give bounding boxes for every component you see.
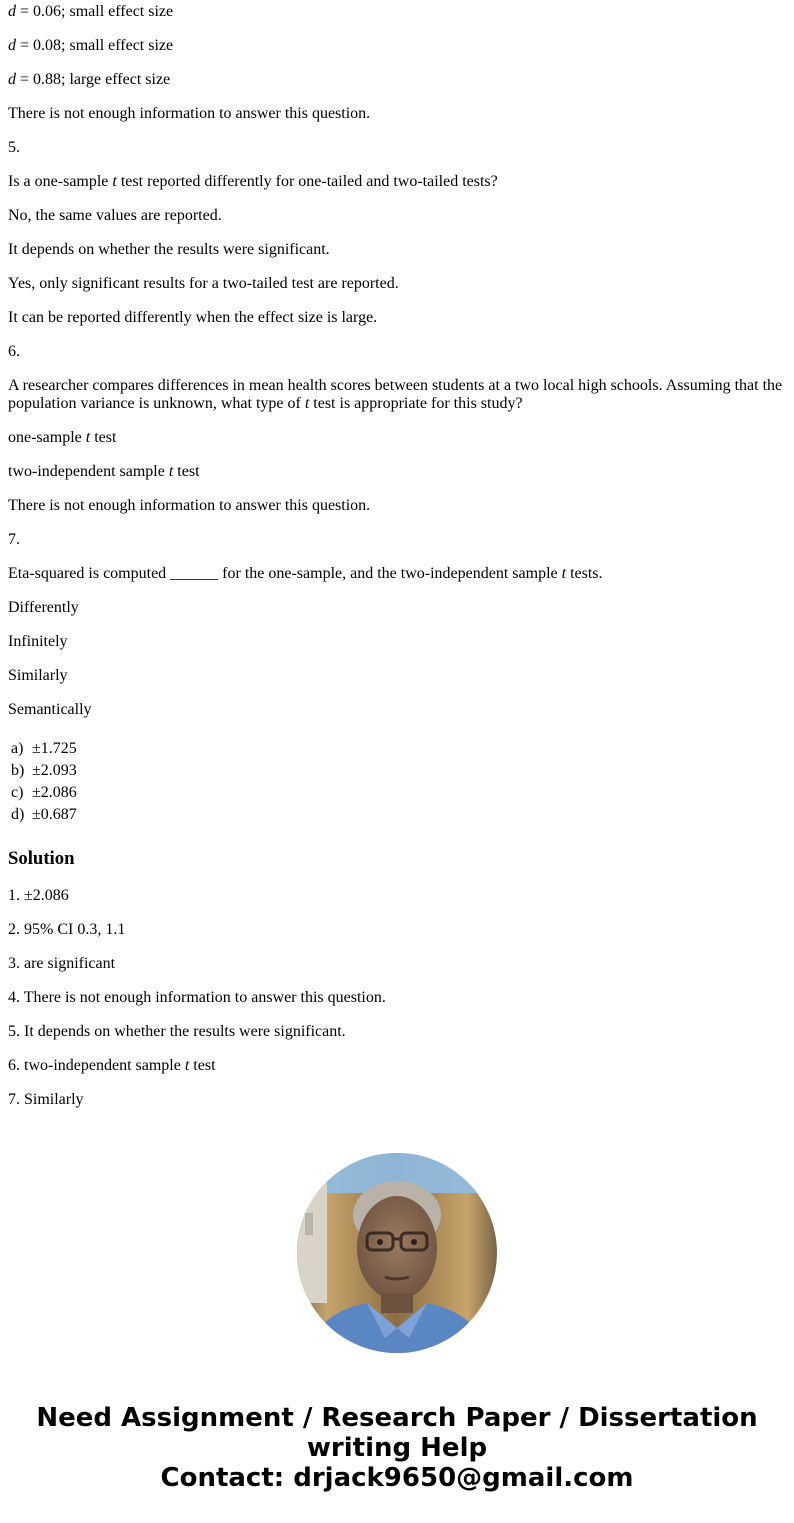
solution-heading: Solution	[8, 848, 75, 869]
author-avatar	[297, 1153, 497, 1353]
q6-number: 6.	[8, 343, 20, 360]
author-portrait-image	[297, 1153, 497, 1353]
q7-option-2: Infinitely	[8, 633, 68, 650]
q4-option-3: d = 0.88; large effect size	[8, 71, 171, 88]
q5-number: 5.	[8, 139, 20, 156]
solution-answer-4: 4. There is not enough information to answer this question.	[8, 989, 386, 1006]
solution-answer-1: 1. ±2.086	[8, 887, 69, 904]
lettered-option: c) ±2.086	[11, 784, 77, 801]
solution-answer-5: 5. It depends on whether the results were significant.	[8, 1023, 346, 1040]
q7-number: 7.	[8, 531, 20, 548]
q6-option-1: one-sample t test	[8, 429, 117, 446]
q4-option-1: d = 0.06; small effect size	[8, 3, 174, 20]
q5-option-4: It can be reported differently when the effect size is large.	[8, 309, 378, 326]
solution-answer-6: 6. two-independent sample t test	[8, 1057, 216, 1074]
banner-line-1: Need Assignment / Research Paper / Dissertation	[36, 1403, 758, 1433]
lettered-options-list	[8, 738, 786, 826]
q7-option-4: Semantically	[8, 701, 92, 718]
document-body	[8, 3, 786, 1109]
q6-question: A researcher compares differences in mean health scores between students at a two local high schools. Assuming that the population variance is unknown, what type of t test is appropriate for this study?	[8, 377, 783, 412]
solution-answer-3: 3. are significant	[8, 955, 116, 972]
q6-option-3: There is not enough information to answer this question.	[8, 497, 371, 514]
q4-option-4: There is not enough information to answer this question.	[8, 105, 371, 122]
banner-line-2: writing Help	[306, 1433, 488, 1463]
lettered-option: a) ±1.725	[11, 740, 77, 757]
q4-option-2: d = 0.08; small effect size	[8, 37, 174, 54]
q6-option-2: two-independent sample t test	[8, 463, 200, 480]
q7-option-1: Differently	[8, 599, 79, 616]
lettered-option: d) ±0.687	[11, 806, 77, 823]
contact-banner	[0, 1403, 794, 1493]
lettered-option: b) ±2.093	[11, 762, 77, 779]
q7-question: Eta-squared is computed ______ for the one-sample, and the two-independent sample t tests.	[8, 565, 603, 582]
q7-option-3: Similarly	[8, 667, 68, 684]
q5-option-1: No, the same values are reported.	[8, 207, 222, 224]
q5-option-3: Yes, only significant results for a two-tailed test are reported.	[8, 275, 399, 292]
q5-option-2: It depends on whether the results were significant.	[8, 241, 330, 258]
solution-answer-2: 2. 95% CI 0.3, 1.1	[8, 921, 126, 938]
solution-answer-7: 7. Similarly	[8, 1091, 84, 1108]
banner-contact-line: Contact: drjack9650@gmail.com	[160, 1463, 634, 1493]
q5-question: Is a one-sample t test reported differently for one-tailed and two-tailed tests?	[8, 173, 498, 190]
